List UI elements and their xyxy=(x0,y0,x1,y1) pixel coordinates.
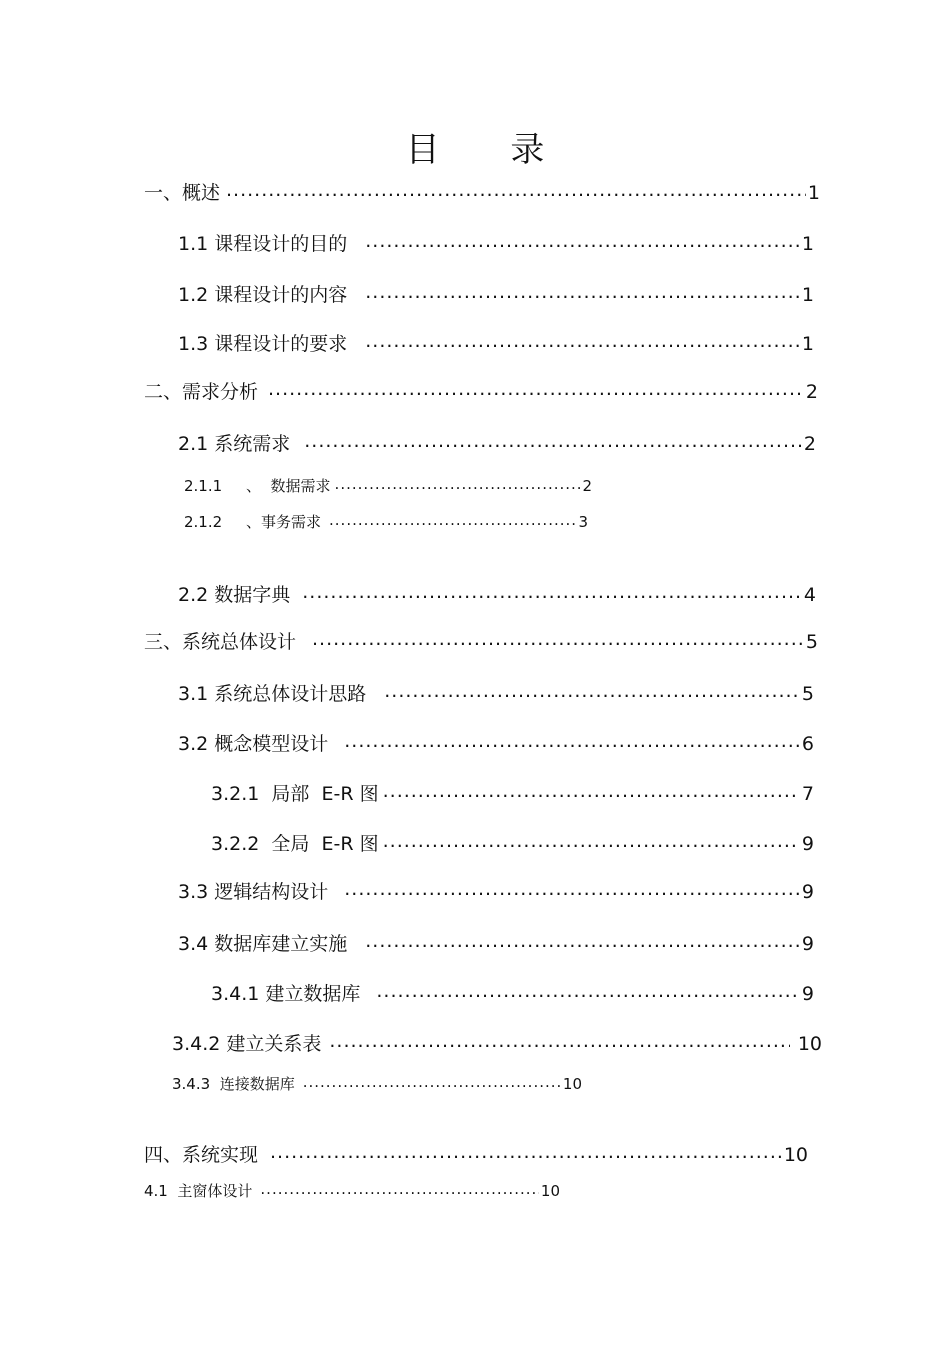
toc-entry-label: 1.1 课程设计的目的 xyxy=(178,233,348,255)
toc-entry-page: 2 xyxy=(803,433,816,455)
toc-entry xyxy=(178,580,816,607)
toc-leader-dots xyxy=(268,379,804,398)
toc-entry-page: 9 xyxy=(801,933,814,955)
toc-leader-dots xyxy=(302,582,802,601)
toc-entry-page: 7 xyxy=(801,783,814,805)
toc-leader-dots xyxy=(270,1142,782,1161)
toc-leader-dots xyxy=(312,629,804,648)
toc-entry xyxy=(184,511,588,532)
toc-entry-label: 3.4.3 连接数据库 xyxy=(172,1075,295,1093)
toc-leader-dots xyxy=(329,1031,789,1050)
toc-leader-dots xyxy=(329,512,576,527)
toc-entry-label: 四、系统实现 xyxy=(144,1144,259,1166)
toc-leader-dots xyxy=(335,476,581,491)
toc-entry-label: 1.2 课程设计的内容 xyxy=(178,284,348,306)
toc-entry-page: 4 xyxy=(803,584,816,606)
toc-entry-page: 2 xyxy=(805,381,818,403)
toc-leader-dots xyxy=(344,731,800,750)
toc-entry-label: 2.2 数据字典 xyxy=(178,584,291,606)
toc-entry-label: 4.1 主窗体设计 xyxy=(144,1182,253,1200)
toc-entry-label: 2.1.2 、事务需求 xyxy=(184,513,322,531)
toc-entry xyxy=(211,779,814,806)
toc-leader-dots xyxy=(384,681,800,700)
toc-entry-page: 3 xyxy=(578,513,588,531)
toc-entry-page: 1 xyxy=(807,182,820,204)
toc-entry xyxy=(178,429,816,456)
toc-entry-label: 3.4 数据库建立实施 xyxy=(178,933,348,955)
toc-entry-label: 3.3 逻辑结构设计 xyxy=(178,881,329,903)
toc-entry-label: 三、系统总体设计 xyxy=(144,631,297,653)
toc-entry-label: 3.1 系统总体设计思路 xyxy=(178,683,367,705)
page-title: 目 录 xyxy=(405,130,575,170)
toc-entry-page: 9 xyxy=(801,983,814,1005)
toc-entry-page: 1 xyxy=(801,233,814,255)
toc-entry-page: 10 xyxy=(562,1075,582,1093)
toc-entry xyxy=(144,178,820,205)
toc-entry xyxy=(184,475,592,496)
toc-entry xyxy=(178,229,814,256)
toc-entry xyxy=(172,1029,822,1056)
toc-entry xyxy=(178,877,814,904)
toc-leader-dots xyxy=(365,931,800,950)
toc-leader-dots xyxy=(365,331,800,350)
toc-entry-page: 5 xyxy=(805,631,818,653)
toc-entry-page: 1 xyxy=(801,284,814,306)
toc-entry-page: 5 xyxy=(801,683,814,705)
toc-entry-page: 10 xyxy=(783,1144,808,1166)
toc-entry xyxy=(178,329,814,356)
toc-entry-label: 3.2 概念模型设计 xyxy=(178,733,329,755)
toc-entry-page: 6 xyxy=(801,733,814,755)
toc-entry-page: 9 xyxy=(801,833,814,855)
toc-entry xyxy=(144,377,818,404)
toc-entry-page: 9 xyxy=(801,881,814,903)
toc-leader-dots xyxy=(383,781,800,800)
toc-leader-dots xyxy=(303,1074,561,1089)
toc-entry xyxy=(211,829,814,856)
toc-leader-dots xyxy=(365,231,800,250)
toc-entry-page: 2 xyxy=(582,477,592,495)
toc-leader-dots xyxy=(344,879,800,898)
toc-entry-label: 二、需求分析 xyxy=(144,381,259,403)
toc-entry xyxy=(144,1140,808,1167)
toc-entry-page: 1 xyxy=(801,333,814,355)
toc-leader-dots xyxy=(226,180,806,199)
toc-leader-dots xyxy=(376,981,800,1000)
toc-entry-label: 3.4.1 建立数据库 xyxy=(211,983,361,1005)
toc-entry xyxy=(178,679,814,706)
toc-entry-label: 3.2.2 全局 E-R 图 xyxy=(211,833,379,855)
toc-entry-label: 2.1.1 、 数据需求 xyxy=(184,477,331,495)
toc-entry-page: 10 xyxy=(540,1182,560,1200)
toc-entry xyxy=(178,280,814,307)
toc-entry xyxy=(144,1180,560,1201)
toc-entry xyxy=(178,729,814,756)
toc-entry-label: 3.4.2 建立关系表 xyxy=(172,1033,322,1055)
toc-entry-label: 1.3 课程设计的要求 xyxy=(178,333,348,355)
toc-entry xyxy=(172,1073,582,1094)
toc-entry xyxy=(211,979,814,1006)
toc-entry xyxy=(144,627,818,654)
toc-entry xyxy=(178,929,814,956)
toc-leader-dots xyxy=(304,431,802,450)
toc-entry-page: 10 xyxy=(797,1033,822,1055)
toc-leader-dots xyxy=(260,1181,539,1196)
toc-leader-dots xyxy=(383,831,800,850)
toc-entry-label: 一、概述 xyxy=(144,182,221,204)
toc-leader-dots xyxy=(365,282,800,301)
toc-entry-label: 3.2.1 局部 E-R 图 xyxy=(211,783,379,805)
toc-entry-label: 2.1 系统需求 xyxy=(178,433,291,455)
